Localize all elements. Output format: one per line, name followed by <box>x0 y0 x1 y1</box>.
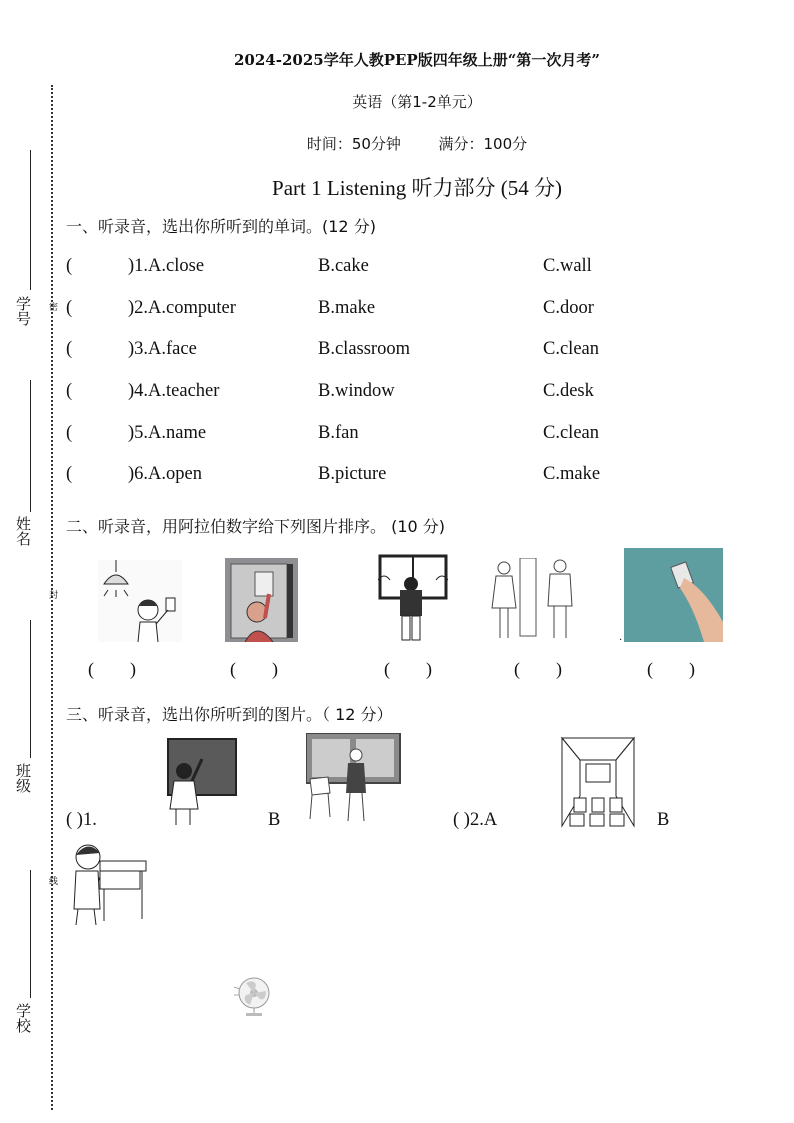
exam-full-score: 满分：100分 <box>438 135 528 153</box>
q1-row-4-a: )4.A.teacher <box>128 381 220 401</box>
dot-mark: . <box>619 632 623 643</box>
exam-meta <box>0 133 794 154</box>
classroom-picture <box>560 736 636 828</box>
child-picture-frame <box>225 558 298 642</box>
q1-row-4-c: C.desk <box>543 381 594 401</box>
xingming-label: 姓名 <box>14 516 32 546</box>
section3-heading: 三、听录音，选出你所听到的图片。（ 12 分） <box>66 705 393 724</box>
window-chair-picture <box>306 733 401 823</box>
xuexiao-line <box>30 870 31 998</box>
xuexiao-label: 学校 <box>14 1003 32 1033</box>
q1-row-2-b: B.make <box>318 298 376 318</box>
q1-row-2-paren: ( <box>66 298 73 318</box>
q1-row-3-c: C.clean <box>543 339 599 359</box>
q1-row-2-a: )2.A.computer <box>128 298 236 318</box>
xian-label: 线 <box>47 876 57 885</box>
xingming-line <box>30 380 31 512</box>
open-window-picture <box>378 554 448 642</box>
q1-row-5-c: C.clean <box>543 423 599 443</box>
section2-heading: 二、听录音，用阿拉伯数字给下列图片排序。 (10 分) <box>66 517 446 536</box>
lamp-switch-picture <box>98 560 182 642</box>
boy-desk-picture <box>70 843 150 925</box>
q1-row-2-c: C.door <box>543 298 594 318</box>
q1-row-4-paren: ( <box>66 381 73 401</box>
clean-board-picture <box>624 548 723 642</box>
fan-picture <box>232 975 272 1017</box>
q1-row-1-a: )1.A.close <box>128 256 205 276</box>
xuehao-label: 学号 <box>14 296 32 326</box>
q1-row-6-b: B.picture <box>318 464 387 484</box>
order-blank-1[interactable]: ( ) <box>88 659 136 679</box>
q3-2-label: ( )2.A <box>453 810 498 830</box>
q1-row-3-paren: ( <box>66 339 73 359</box>
q1-row-6-c: C.make <box>543 464 601 484</box>
people-door-picture <box>490 558 576 642</box>
q1-row-6-a: )6.A.open <box>128 464 202 484</box>
q1-row-5-paren: ( <box>66 423 73 443</box>
q3-1-option-b: B <box>268 810 281 830</box>
exam-title: 2024-2025学年人教PEP版四年级上册“第一次月考” <box>234 51 600 69</box>
q1-row-6-paren: ( <box>66 464 73 484</box>
order-blank-2[interactable]: ( ) <box>230 659 278 679</box>
exam-subject: 英语（第1-2单元） <box>352 93 482 111</box>
order-blank-4[interactable]: ( ) <box>514 659 562 679</box>
q1-row-4-b: B.window <box>318 381 395 401</box>
banji-label: 班级 <box>14 763 32 793</box>
exam-time: 时间：50分钟 <box>306 135 401 153</box>
q3-1-label: ( )1. <box>66 810 97 830</box>
section1-heading: 一、听录音，选出你所听到的单词。(12 分) <box>66 217 376 236</box>
q1-row-5-b: B.fan <box>318 423 359 443</box>
blackboard-picture <box>162 737 238 825</box>
q1-row-3-b: B.classroom <box>318 339 410 359</box>
mi-label: 密 <box>47 302 57 311</box>
xuehao-line <box>30 150 31 290</box>
q1-row-1-paren: ( <box>66 256 73 276</box>
part1-heading: Part 1 Listening 听力部分 (54 分) <box>272 176 562 200</box>
order-blank-3[interactable]: ( ) <box>384 659 432 679</box>
q1-row-3-a: )3.A.face <box>128 339 197 359</box>
banji-line <box>30 620 31 758</box>
q1-row-1-b: B.cake <box>318 256 369 276</box>
q1-row-5-a: )5.A.name <box>128 423 207 443</box>
q1-row-1-c: C.wall <box>543 256 592 276</box>
feng-label: 封 <box>47 590 57 599</box>
order-blank-5[interactable]: ( ) <box>647 659 695 679</box>
q3-2-option-b: B <box>657 810 670 830</box>
